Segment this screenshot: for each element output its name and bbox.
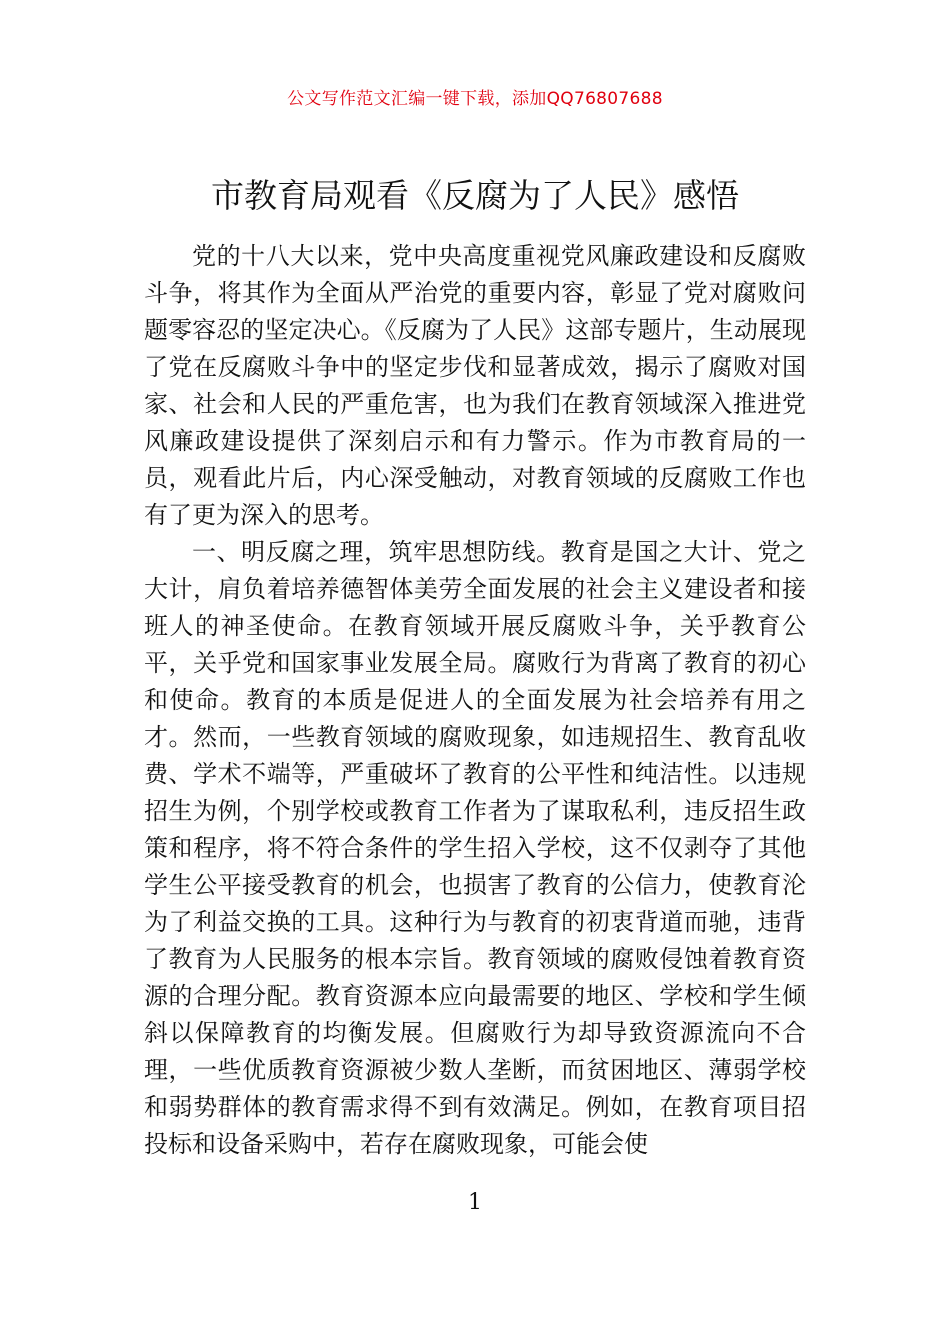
paragraph-intro (144, 238, 806, 534)
page-title: 市教育局观看《反腐为了人民》感悟 (211, 176, 739, 215)
page-number: 1 (468, 1190, 482, 1215)
section-one-text: 教育是国之大计、党之大计，肩负着培养德智体美劳全面发展的社会主义建设者和接班人的神圣使命。在教育领域开展反腐败斗争，关乎教育公平，关乎党和国家事业发展全局。腐败行为背离了教育的初心和使命。教育的本质是促进人的全面发展为社会培养有用之才。然而，一些教育领域的腐败现象，如违规招生、教育乱收费、学术不端等，严重破坏了教育的公平性和纯洁性。以违规招生为例，个别学校或教育工作者为了谋取私利，违反招生政策和程序，将不符合条件的学生招入学校，这不仅剥夺了其他学生公平接受教育的机会，也损害了教育的公信力，使教育沦为了利益交换的工具。这种行为与教育的初衷背道而驰，违背了教育为人民服务的根本宗旨。教育领域的腐败侵蚀着教育资源的合理分配。教育资源本应向最需要的地区、学校和学生倾斜以保障教育的均衡发展。但腐败行为却导致资源流向不合理，一些优质教育资源被少数人垄断，而贫困地区、薄弱学校和弱势群体的教育需求得不到有效满足。例如，在教育项目招投标和设备采购中，若存在腐败现象，可能会使 (144, 538, 806, 1158)
paragraph-intro-text: 党的十八大以来，党中央高度重视党风廉政建设和反腐败斗争，将其作为全面从严治党的重要内容，彰显了党对腐败问题零容忍的坚定决心。《反腐为了人民》这部专题片，生动展现了党在反腐败斗争中的坚定步伐和显著成效，揭示了腐败对国家、社会和人民的严重危害，也为我们在教育领域深入推进党风廉政建设提供了深刻启示和有力警示。作为市教育局的一员，观看此片后，内心深受触动，对教育领域的反腐败工作也有了更为深入的思考。 (144, 242, 806, 529)
download-notice: 公文写作范文汇编一键下载，添加QQ76807688 (287, 89, 663, 109)
section-one-heading: 一、明反腐之理，筑牢思想防线。 (192, 538, 561, 566)
paragraph-section-one (144, 534, 806, 1163)
document-body (144, 238, 806, 1163)
